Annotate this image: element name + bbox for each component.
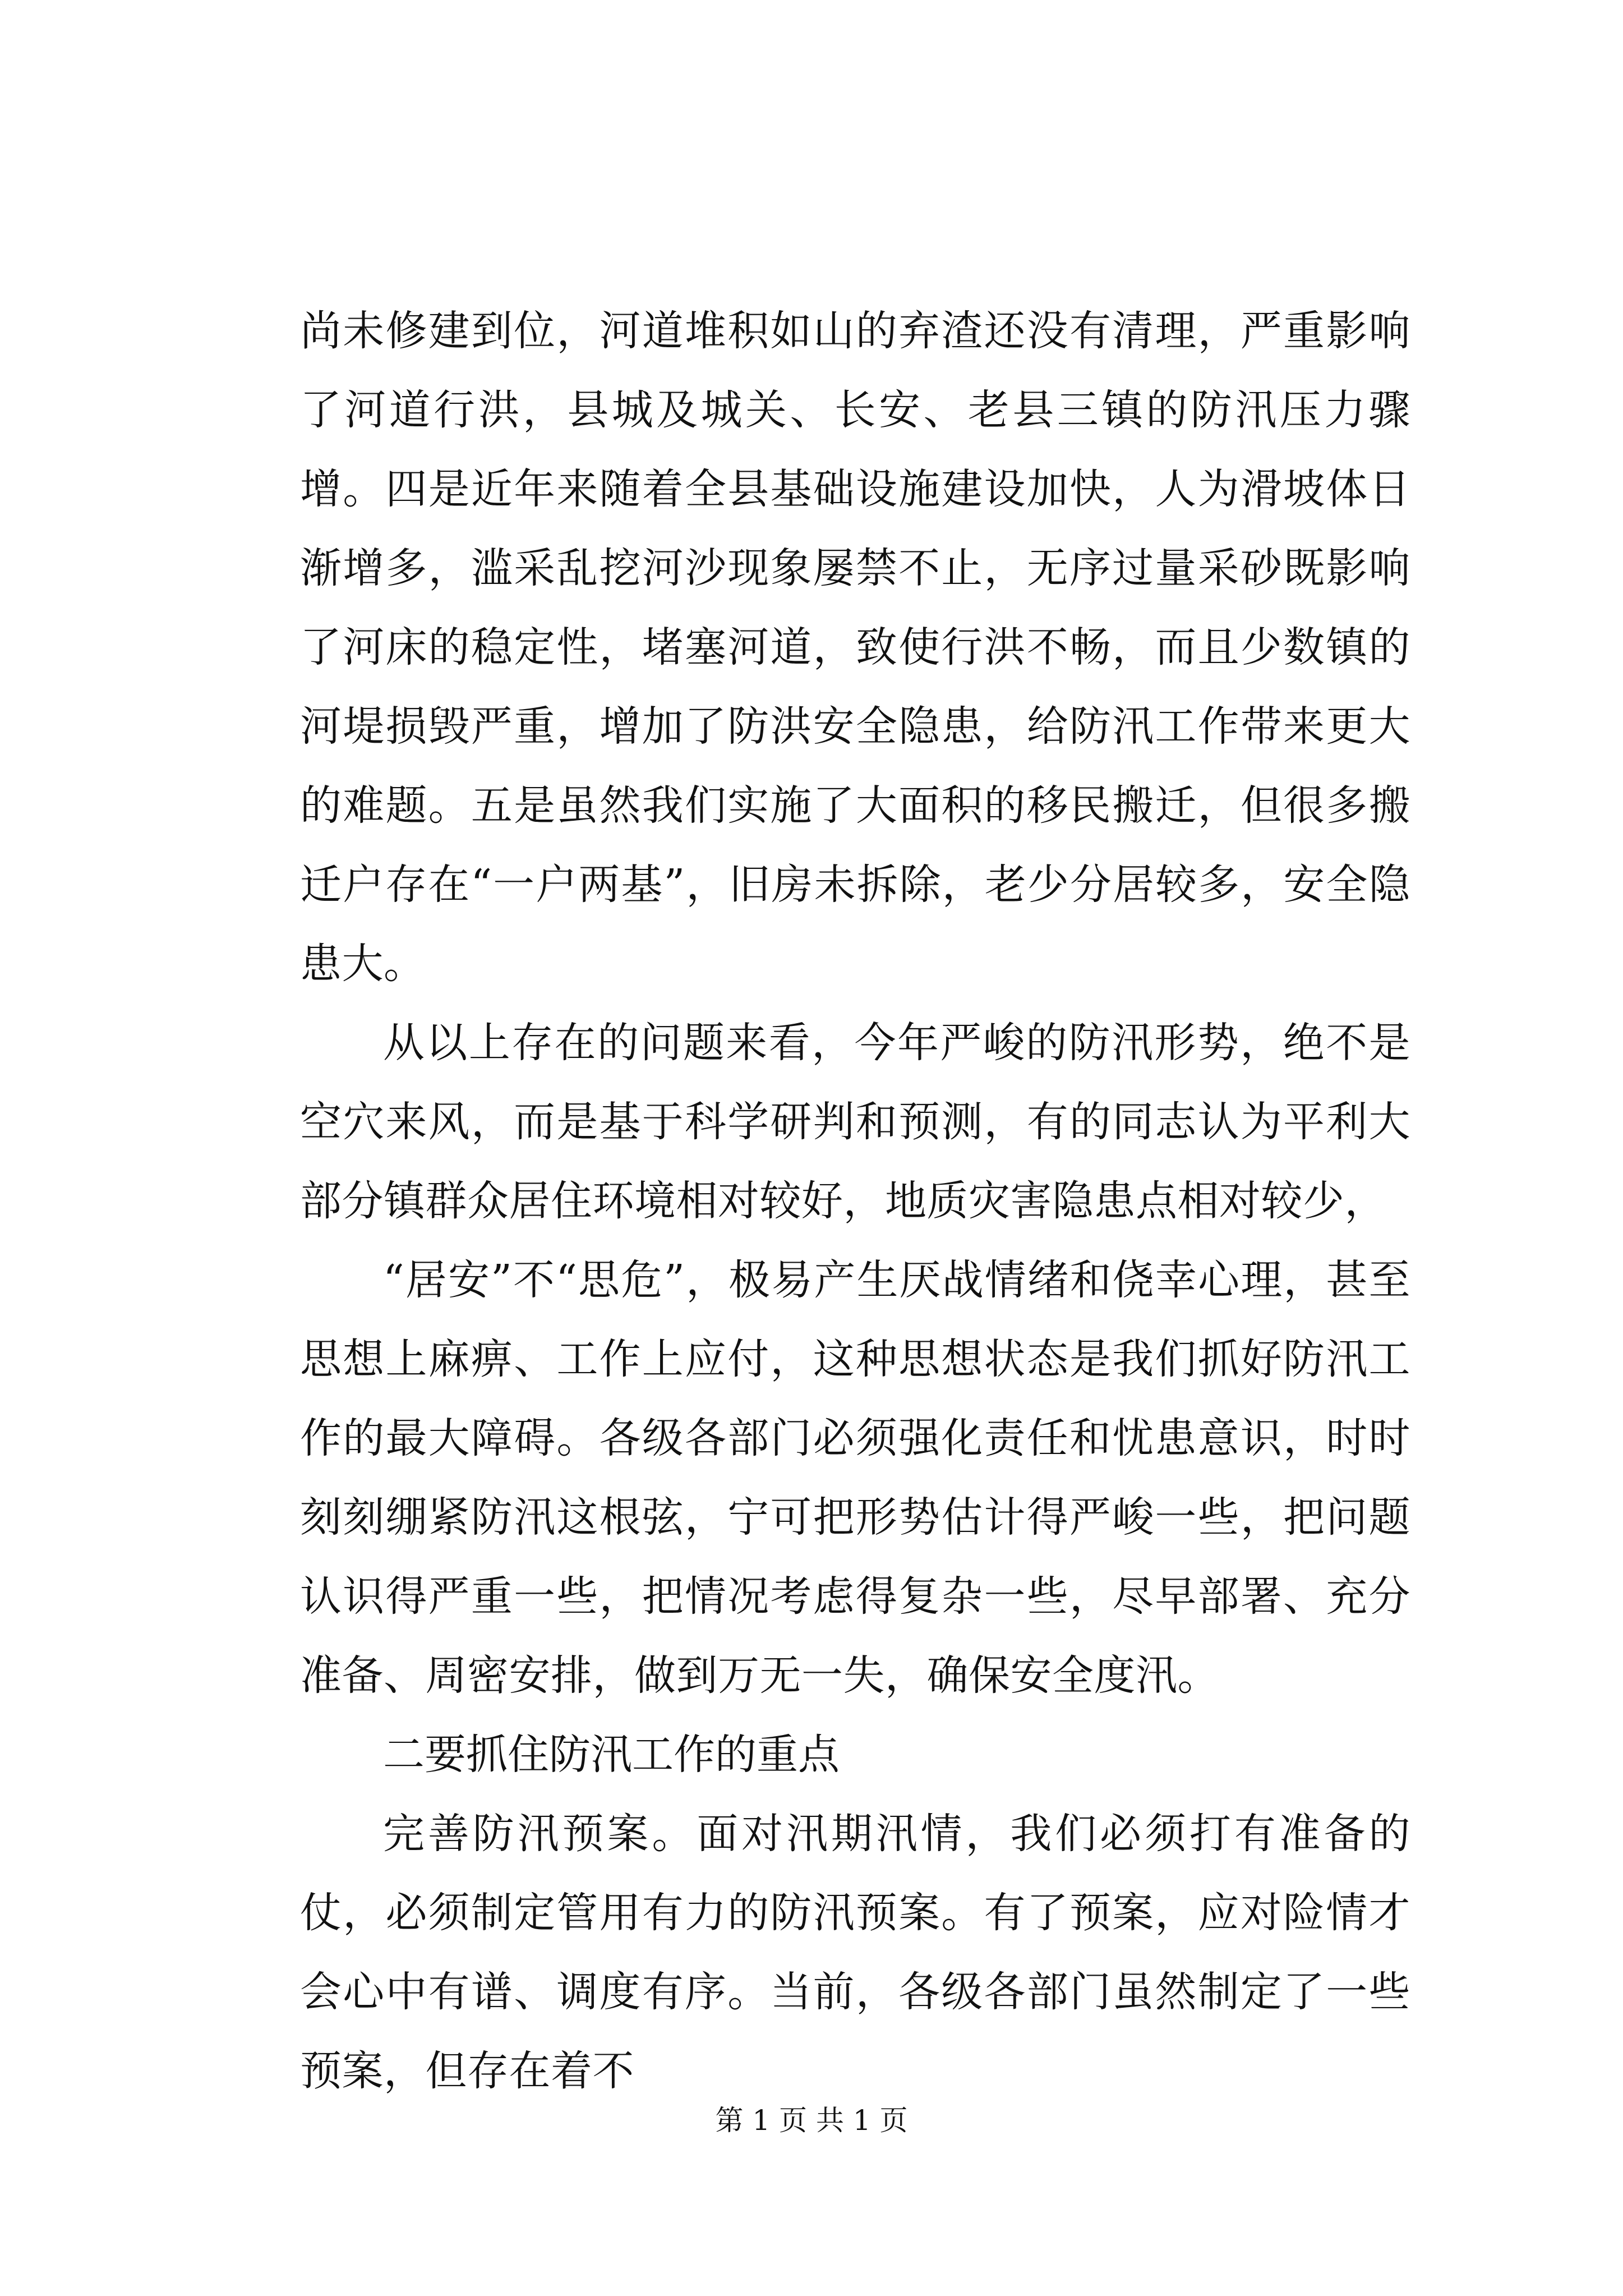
paragraph-problem-analysis: 从以上存在的问题来看，今年严峻的防汛形势，绝不是空穴来风，而是基于科学研判和预测，有的同志认为平利大部分镇群众居住环境相对较好，地质灾害隐患点相对较少，	[300, 1019, 1410, 1225]
section-heading: 二要抓住防汛工作的重点	[383, 1731, 840, 1779]
document-body	[300, 292, 1410, 2111]
paragraph-continuation: 尚未修建到位，河道堆积如山的弃渣还没有清理，严重影响了河道行洪，县城及城关、长安、老县三镇的防汛压力骤增。四是近年来随着全县基础设施建设加快，人为滑坡体日渐增多，滥采乱挖河沙现象屡禁不止，无序过量采砂既影响了河床的稳定性，堵塞河道，致使行洪不畅，而且少数镇的河堤损毁严重，增加了防洪安全隐患，给防汛工作带来更大的难题。五是虽然我们实施了大面积的移民搬迁，但很多搬迁户存在“一户两基”，旧房未拆除，老少分居较多，安全隐患大。	[300, 307, 1410, 988]
page-footer: 第 1 页 共 1 页	[715, 2104, 908, 2137]
paragraph-vigilance: “居安”不“思危”，极易产生厌战情绪和侥幸心理，甚至思想上麻痹、工作上应付，这种思想状态是我们抓好防汛工作的最大障碍。各级各部门必须强化责任和忧患意识，时时刻刻绷紧防汛这根弦，宁可把形势估计得严峻一些，把问题认识得严重一些，把情况考虑得复杂一些，尽早部署、充分准备、周密安排，做到万无一失，确保安全度汛。	[300, 1256, 1410, 1700]
paragraph-emergency-plan: 完善防汛预案。面对汛期汛情，我们必须打有准备的仗，必须制定管用有力的防汛预案。有了预案，应对险情才会心中有谱、调度有序。当前，各级各部门虽然制定了一些预案，但存在着不	[300, 1810, 1410, 2095]
